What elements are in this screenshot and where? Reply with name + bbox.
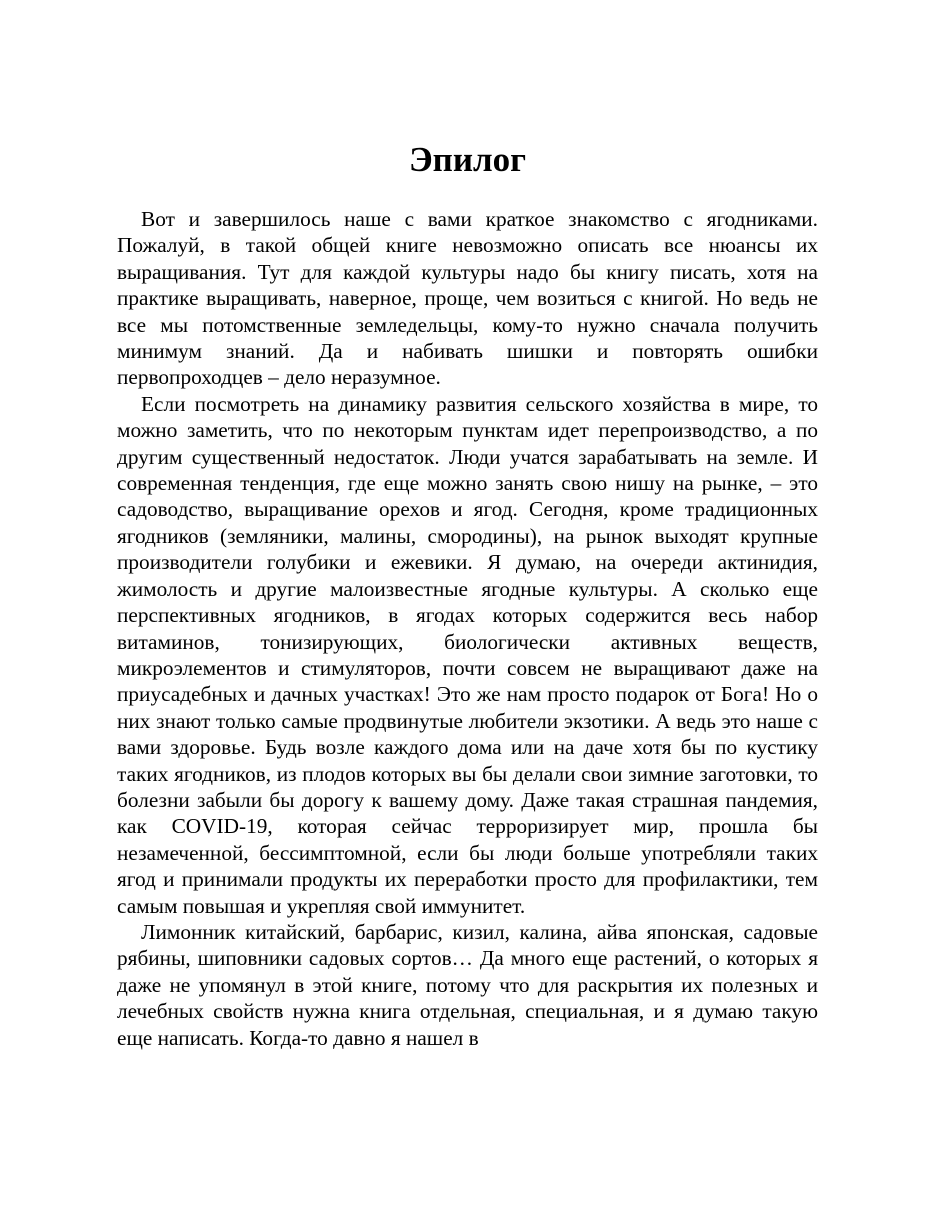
chapter-body (117, 206, 818, 1051)
paragraph-3: Лимонник китайский, барбарис, кизил, калина, айва японская, садовые рябины, шиповники садовых сортов… Да много еще растений, о которых я даже не упомянул в этой книге, потому что для раскрытия их полезных и лечебных свойств нужна книга отдельная, специальная, и я думаю такую еще написать. Когда-то давно я нашел в (117, 919, 818, 1050)
paragraph-1: Вот и завершилось наше с вами краткое знакомство с ягодниками. Пожалуй, в такой общей книге невозможно описать все нюансы их выращивания. Тут для каждой культуры надо бы книгу писать, хотя на практике выращивать, наверное, проще, чем возиться с книгой. Но ведь не все мы потомственные земледельцы, кому-то нужно сначала получить минимум знаний. Да и набивать шишки и повторять ошибки первопроходцев – дело неразумное. (117, 207, 818, 390)
paragraph-2: Если посмотреть на динамику развития сельского хозяйства в мире, то можно заметить, что по некоторым пунктам идет перепроизводство, а по другим существенный недостаток. Люди учатся зарабатывать на земле. И современная тенденция, где еще можно занять свою нишу на рынке, – это садоводство, выращивание орехов и ягод. Сегодня, кроме традиционных ягодников (земляники, малины, смородины), на рынок выходят крупные производители голубики и ежевики. Я думаю, на очереди актинидия, жимолость и другие малоизвестные ягодные культуры. А сколько еще перспективных ягодников, в ягодах которых содержится весь набор витаминов, тонизирующих, биологически активных веществ, микроэлементов и стимуляторов, почти совсем не выращивают даже на приусадебных и дачных участках! Это же нам просто подарок от Бога! Но о них знают только самые продвинутые любители экзотики. А ведь это наше с вами здоровье. Будь возле каждого дома или на даче хотя бы по кустику таких ягодников, из плодов которых вы бы делали свои зимние заготовки, то болезни забыли бы дорогу к вашему дому. Даже такая страшная пандемия, как COVID-19, которая сейчас терроризирует мир, прошла бы незамеченной, бессимптомной, если бы люди больше употребляли таких ягод и принимали продукты их переработки просто для профилактики, тем самым повышая и укрепляя свой иммунитет. (117, 391, 818, 918)
chapter-title: Эпилог (408, 140, 527, 179)
